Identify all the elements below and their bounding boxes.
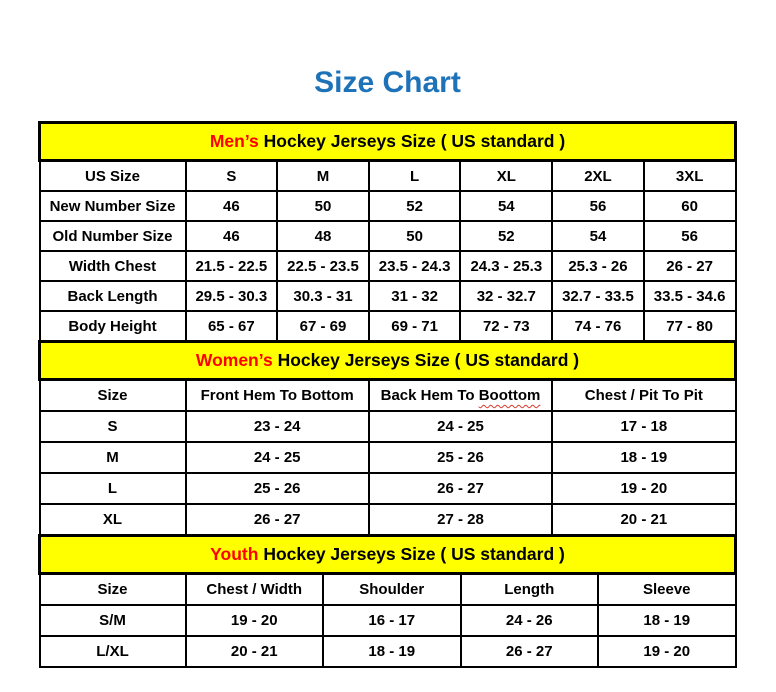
table-cell: 46 xyxy=(186,191,278,221)
table-cell: 30.3 - 31 xyxy=(277,281,369,311)
table-cell: 56 xyxy=(644,221,736,251)
column-header-text: Back Hem To xyxy=(380,387,475,404)
table-cell: 24 - 25 xyxy=(369,411,552,442)
column-header: M xyxy=(277,161,369,192)
row-label: XL xyxy=(40,504,186,535)
table-cell: 29.5 - 30.3 xyxy=(186,281,278,311)
table-cell: 23 - 24 xyxy=(186,411,369,442)
table-cell: 25 - 26 xyxy=(369,442,552,473)
table-cell: 19 - 20 xyxy=(598,636,736,667)
table-cell: 69 - 71 xyxy=(369,311,461,341)
mens-table-banner xyxy=(40,123,736,161)
mens-header-row xyxy=(40,161,736,192)
mens-banner-text: Hockey Jerseys Size ( US standard ) xyxy=(263,131,566,151)
table-cell: 24 - 26 xyxy=(461,605,599,636)
womens-header-row xyxy=(40,380,736,412)
size-tables-container xyxy=(38,121,737,668)
table-cell: 24.3 - 25.3 xyxy=(460,251,552,281)
row-label: S xyxy=(40,411,186,442)
column-header: Chest / Width xyxy=(186,574,324,606)
column-header: Front Hem To Bottom xyxy=(186,380,369,412)
column-header: 3XL xyxy=(644,161,736,192)
table-cell: 21.5 - 22.5 xyxy=(186,251,278,281)
table-cell: 33.5 - 34.6 xyxy=(644,281,736,311)
column-header: 2XL xyxy=(552,161,644,192)
womens-banner-row xyxy=(40,342,736,380)
column-header: Length xyxy=(461,574,599,606)
mens-banner-row xyxy=(40,123,736,161)
row-label: M xyxy=(40,442,186,473)
table-cell: 54 xyxy=(460,191,552,221)
table-cell: 56 xyxy=(552,191,644,221)
table-row xyxy=(40,636,736,667)
table-cell: 60 xyxy=(644,191,736,221)
column-header: US Size xyxy=(40,161,186,192)
page-title: Size Chart xyxy=(314,66,461,99)
table-cell: 31 - 32 xyxy=(369,281,461,311)
table-row xyxy=(40,504,736,535)
table-row xyxy=(40,473,736,504)
table-cell: 24 - 25 xyxy=(186,442,369,473)
row-label: Body Height xyxy=(40,311,186,341)
table-cell: 67 - 69 xyxy=(277,311,369,341)
row-label: L/XL xyxy=(40,636,186,667)
table-cell: 32 - 32.7 xyxy=(460,281,552,311)
table-cell: 19 - 20 xyxy=(552,473,735,504)
table-cell: 50 xyxy=(277,191,369,221)
table-row xyxy=(40,411,736,442)
table-cell: 26 - 27 xyxy=(369,473,552,504)
table-cell: 72 - 73 xyxy=(460,311,552,341)
youth-table-banner xyxy=(40,536,736,574)
womens-banner-text: Hockey Jerseys Size ( US standard ) xyxy=(277,350,580,370)
column-header: Size xyxy=(40,380,186,412)
womens-banner-highlight: Women’s xyxy=(195,350,273,370)
table-cell: 50 xyxy=(369,221,461,251)
table-cell: 25 - 26 xyxy=(186,473,369,504)
column-header: Sleeve xyxy=(598,574,736,606)
table-cell: 74 - 76 xyxy=(552,311,644,341)
table-row xyxy=(40,191,736,221)
table-row xyxy=(40,251,736,281)
table-cell: 18 - 19 xyxy=(323,636,461,667)
table-row xyxy=(40,605,736,636)
table-cell: 17 - 18 xyxy=(552,411,735,442)
column-header: XL xyxy=(460,161,552,192)
table-cell: 77 - 80 xyxy=(644,311,736,341)
table-cell: 46 xyxy=(186,221,278,251)
table-cell: 18 - 19 xyxy=(552,442,735,473)
table-cell: 48 xyxy=(277,221,369,251)
row-label: New Number Size xyxy=(40,191,186,221)
table-cell: 26 - 27 xyxy=(186,504,369,535)
table-cell: 23.5 - 24.3 xyxy=(369,251,461,281)
row-label: Old Number Size xyxy=(40,221,186,251)
womens-size-table xyxy=(38,340,737,536)
table-cell: 22.5 - 23.5 xyxy=(277,251,369,281)
column-header: Shoulder xyxy=(323,574,461,606)
youth-banner-row xyxy=(40,536,736,574)
table-cell: 26 - 27 xyxy=(461,636,599,667)
column-header xyxy=(369,380,552,412)
youth-header-row xyxy=(40,574,736,606)
row-label: Back Length xyxy=(40,281,186,311)
table-cell: 65 - 67 xyxy=(186,311,278,341)
table-cell: 19 - 20 xyxy=(186,605,324,636)
table-cell: 18 - 19 xyxy=(598,605,736,636)
table-cell: 25.3 - 26 xyxy=(552,251,644,281)
mens-size-table xyxy=(38,121,737,342)
column-header: Chest / Pit To Pit xyxy=(552,380,735,412)
table-cell: 16 - 17 xyxy=(323,605,461,636)
table-cell: 32.7 - 33.5 xyxy=(552,281,644,311)
womens-table-banner xyxy=(40,342,736,380)
table-cell: 27 - 28 xyxy=(369,504,552,535)
table-row xyxy=(40,311,736,341)
table-cell: 26 - 27 xyxy=(644,251,736,281)
column-header: L xyxy=(369,161,461,192)
table-cell: 54 xyxy=(552,221,644,251)
table-cell: 20 - 21 xyxy=(552,504,735,535)
youth-size-table xyxy=(38,534,737,668)
table-cell: 52 xyxy=(460,221,552,251)
table-cell: 20 - 21 xyxy=(186,636,324,667)
table-cell: 52 xyxy=(369,191,461,221)
table-row xyxy=(40,221,736,251)
column-header: S xyxy=(186,161,278,192)
table-row xyxy=(40,281,736,311)
table-row xyxy=(40,442,736,473)
row-label: L xyxy=(40,473,186,504)
misspelled-word: Boottom xyxy=(478,387,541,404)
column-header: Size xyxy=(40,574,186,606)
row-label: S/M xyxy=(40,605,186,636)
mens-banner-highlight: Men’s xyxy=(209,131,259,151)
youth-banner-highlight: Youth xyxy=(210,544,259,564)
row-label: Width Chest xyxy=(40,251,186,281)
youth-banner-text: Hockey Jerseys Size ( US standard ) xyxy=(263,544,565,564)
